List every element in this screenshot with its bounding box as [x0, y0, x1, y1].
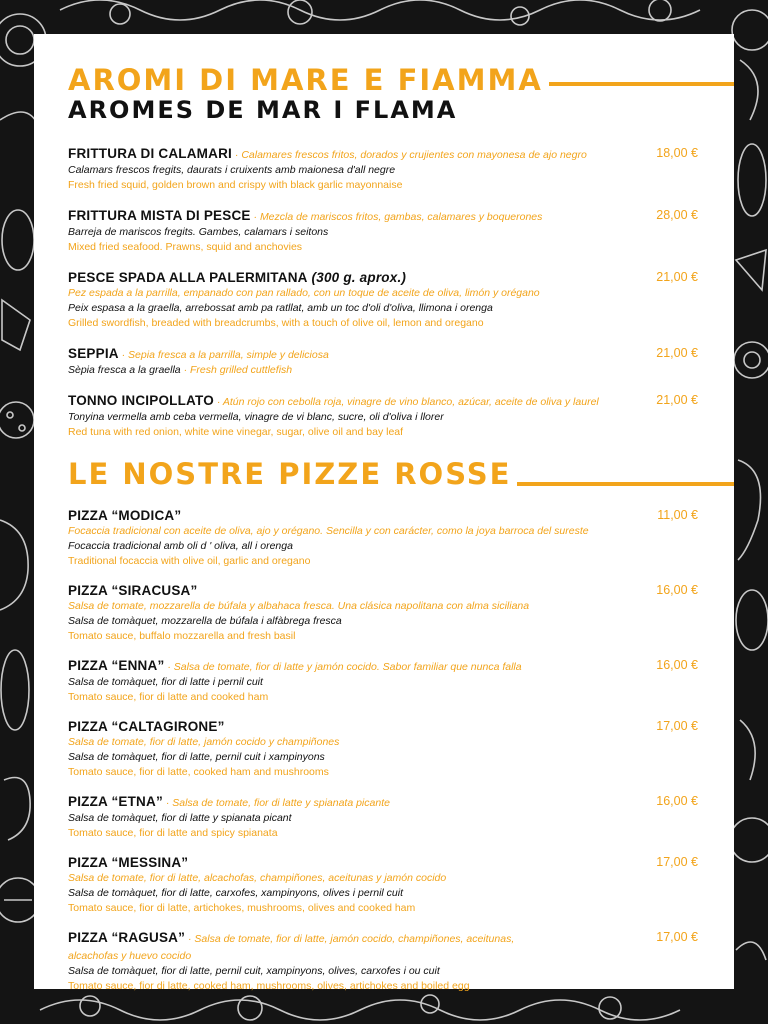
item-name: PIZZA “SIRACUSA” [68, 583, 198, 598]
menu-item [68, 270, 698, 331]
item-desc-ca: Salsa de tomàquet, fior di latte i pernil cuit [68, 676, 263, 688]
item-size: (300 g. aprox.) [307, 270, 407, 285]
item-price: 16,00 € [656, 794, 698, 808]
item-desc-es: · Sepia fresca a la parrilla, simple y deliciosa [118, 349, 329, 361]
item-desc-es: · Salsa de tomate, fior di latte y jamón cocido. Sabor familiar que nunca falla [164, 661, 522, 673]
item-name: FRITTURA DI CALAMARI [68, 146, 232, 161]
item-price: 17,00 € [656, 855, 698, 869]
item-desc-es: · Calamares frescos fritos, dorados y crujientes con mayonesa de ajo negro [231, 149, 587, 161]
item-price: 28,00 € [656, 208, 698, 222]
menu-item [68, 346, 698, 378]
item-desc-ca: Barreja de mariscos fregits. Gambes, calamars i seitons [68, 226, 329, 238]
item-desc-ca: Calamars frescos fregits, daurats i cruixents amb maionesa d'all negre [68, 164, 396, 176]
item-desc-es: Salsa de tomate, fior di latte, jamón cocido y champiñones [68, 736, 340, 748]
item-desc-en: Tomato sauce, fior di latte, cooked ham, mushrooms, olives, artichokes and boiled egg [68, 980, 470, 992]
item-desc-en: Tomato sauce, buffalo mozzarella and fresh basil [68, 630, 296, 642]
item-desc-en: Tomato sauce, fior di latte and cooked ham [68, 691, 269, 703]
item-desc-en: Tomato sauce, fior di latte, cooked ham and mushrooms [68, 766, 329, 778]
item-desc-en: · Fresh grilled cuttlefish [180, 364, 293, 376]
section-header-seafood [68, 64, 698, 96]
item-desc-ca: Salsa de tomàquet, fior di latte, pernil cuit i xampinyons [68, 751, 325, 763]
section-header-pizzas [68, 458, 698, 492]
menu-item [68, 658, 698, 705]
section-subtitle: AROMES DE MAR I FLAMA [68, 96, 458, 124]
item-desc-es: · Atún rojo con cebolla roja, vinagre de vino blanco, azúcar, aceite de oliva y laurel [213, 396, 599, 408]
item-desc-es: Salsa de tomate, fior di latte, alcachofas, champiñones, aceitunas y jamón cocido [68, 872, 447, 884]
item-desc-ca: Sèpia fresca a la graella [68, 364, 181, 376]
item-price: 21,00 € [656, 346, 698, 360]
item-price: 16,00 € [656, 658, 698, 672]
item-desc-ca: Salsa de tomàquet, fior di latte, carxofes, xampinyons, olives i pernil cuit [68, 887, 403, 899]
item-price: 17,00 € [656, 930, 698, 944]
item-name: TONNO INCIPOLLATO [68, 393, 214, 408]
item-name: PIZZA “RAGUSA” [68, 930, 186, 945]
menu-item [68, 508, 698, 569]
menu-item [68, 393, 698, 440]
menu-item [68, 855, 698, 916]
item-desc-en: Fresh fried squid, golden brown and crispy with black garlic mayonnaise [68, 179, 403, 191]
item-desc-ca: Peix espasa a la graella, arrebossat amb pa ratllat, amb un toc d'oli d'oliva, llimona i orenga [68, 302, 493, 314]
item-desc-ca: Salsa de tomàquet, mozzarella de búfala i alfàbrega fresca [68, 615, 342, 627]
item-desc-en: Tomato sauce, fior di latte, artichokes, mushrooms, olives and cooked ham [68, 902, 416, 914]
section-title: LE NOSTRE PIZZE ROSSE [68, 458, 517, 490]
item-name: SEPPIA [68, 346, 119, 361]
menu-item [68, 719, 698, 780]
item-desc-es: Pez espada a la parrilla, empanado con pan rallado, con un toque de aceite de oliva, limón y orégano [68, 287, 540, 299]
item-name: PIZZA “ENNA” [68, 658, 165, 673]
item-name: PIZZA “ETNA” [68, 794, 163, 809]
item-desc-es: · Mezcla de mariscos fritos, gambas, calamares y boquerones [250, 211, 543, 223]
item-desc-en: Tomato sauce, fior di latte and spicy spianata [68, 827, 278, 839]
item-desc-ca: Salsa de tomàquet, fior di latte y spianata picant [68, 812, 292, 824]
item-name: PIZZA “CALTAGIRONE” [68, 719, 225, 734]
item-name: FRITTURA MISTA DI PESCE [68, 208, 251, 223]
menu-item [68, 930, 698, 994]
item-desc-en: Traditional focaccia with olive oil, garlic and oregano [68, 555, 311, 567]
item-desc-en: Red tuna with red onion, white wine vinegar, sugar, olive oil and bay leaf [68, 426, 404, 438]
item-desc-en: Grilled swordfish, breaded with breadcrumbs, with a touch of olive oil, lemon and oregano [68, 317, 484, 329]
item-price: 17,00 € [656, 719, 698, 733]
item-desc-es: Salsa de tomate, mozzarella de búfala y albahaca fresca. Una clásica napolitana con alma siciliana [68, 600, 530, 612]
item-name: PESCE SPADA ALLA PALERMITANA [68, 270, 308, 285]
item-desc-es: Focaccia tradicional con aceite de oliva, ajo y orégano. Sencilla y con carácter, como la joya barroca del sureste [68, 525, 589, 537]
item-price: 11,00 € [657, 508, 698, 522]
item-name: PIZZA “MESSINA” [68, 855, 189, 870]
item-desc-es: · Salsa de tomate, fior di latte y spianata picante [162, 797, 390, 809]
item-desc-en: Mixed fried seafood. Prawns, squid and anchovies [68, 241, 303, 253]
menu-card [34, 34, 734, 992]
menu-item [68, 583, 698, 644]
menu-item [68, 794, 698, 841]
item-name: PIZZA “MODICA” [68, 508, 182, 523]
item-price: 21,00 € [656, 270, 698, 284]
menu-item [68, 146, 698, 193]
item-price: 21,00 € [656, 393, 698, 407]
menu-item [68, 208, 698, 255]
item-price: 16,00 € [656, 583, 698, 597]
item-desc-ca: Salsa de tomàquet, fior di latte, pernil cuit, xampinyons, olives, carxofes i ou cuit [68, 965, 440, 977]
item-price: 18,00 € [656, 146, 698, 160]
item-desc-es: · Salsa de tomate, fior di latte, jamón cocido, champiñones, aceitunas, alcachofas y huevo cocido [68, 933, 515, 962]
item-desc-ca: Tonyina vermella amb ceba vermella, vinagre de vi blanc, sucre, oli d'oliva i llorer [68, 411, 444, 423]
item-desc-ca: Focaccia tradicional amb oli d ' oliva, all i orenga [68, 540, 293, 552]
section-title: AROMI DI MARE E FIAMMA [68, 64, 549, 96]
